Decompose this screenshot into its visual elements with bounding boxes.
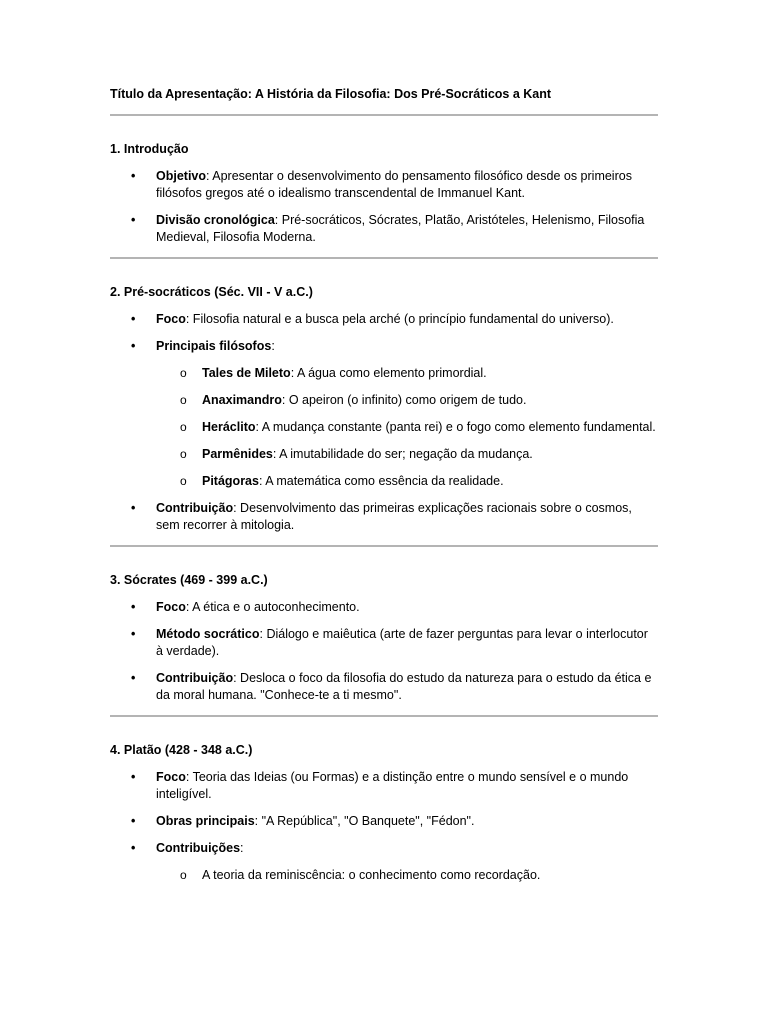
circle-bullet-icon: o	[180, 393, 187, 407]
list-item	[110, 338, 658, 490]
item-text: : Filosofia natural e a busca pela arché (o princípio fundamental do universo).	[185, 312, 614, 326]
sub-list-item	[156, 473, 658, 490]
bullet-icon: •	[131, 671, 136, 685]
item-text: :	[240, 841, 244, 855]
sub-list-item	[156, 419, 658, 436]
document-body	[110, 86, 658, 895]
bullet-icon: •	[131, 213, 136, 227]
item-label: Pitágoras	[202, 474, 259, 488]
list-item	[110, 599, 658, 616]
item-text: : A mudança constante (panta rei) e o fogo como elemento fundamental.	[255, 420, 656, 434]
sub-list-item	[156, 446, 658, 463]
item-text: : A ética e o autoconhecimento.	[185, 600, 360, 614]
section-platao	[110, 717, 658, 895]
section-heading: 2. Pré-socráticos (Séc. VII - V a.C.)	[110, 285, 313, 299]
item-text: : A imutabilidade do ser; negação da mudança.	[272, 447, 533, 461]
list-item	[110, 500, 658, 534]
section-introducao	[110, 116, 658, 257]
section-heading: 1. Introdução	[110, 142, 189, 156]
item-label: Objetivo	[156, 169, 207, 183]
circle-bullet-icon: o	[180, 447, 187, 461]
item-label: Anaximandro	[202, 393, 282, 407]
item-text: A teoria da reminiscência: o conhecimento como recordação.	[202, 868, 541, 882]
item-label: Método socrático	[156, 627, 260, 641]
section-pre-socraticos	[110, 259, 658, 545]
bullet-icon: •	[131, 169, 136, 183]
list-item	[110, 769, 658, 803]
section-socrates	[110, 547, 658, 715]
bullet-icon: •	[131, 501, 136, 515]
bullet-icon: •	[131, 841, 136, 855]
item-label: Principais filósofos	[156, 339, 272, 353]
bullet-icon: •	[131, 339, 136, 353]
circle-bullet-icon: o	[180, 420, 187, 434]
item-label: Foco	[156, 600, 186, 614]
circle-bullet-icon: o	[180, 366, 187, 380]
item-text: : A matemática como essência da realidade.	[258, 474, 504, 488]
circle-bullet-icon: o	[180, 474, 187, 488]
list-item	[110, 813, 658, 830]
sub-list-item	[156, 365, 658, 382]
item-text: : Desloca o foco da filosofia do estudo da natureza para o estudo da ética e da moral humana. "Conhece-te a ti mesmo".	[156, 671, 652, 702]
item-label: Contribuições	[156, 841, 241, 855]
item-label: Divisão cronológica	[156, 213, 275, 227]
item-text: : Diálogo e maiêutica (arte de fazer perguntas para levar o interlocutor à verdade).	[156, 627, 648, 658]
bullet-icon: •	[131, 770, 136, 784]
item-label: Foco	[156, 312, 186, 326]
item-label: Foco	[156, 770, 186, 784]
circle-bullet-icon: o	[180, 868, 187, 882]
sub-bullet-list	[156, 867, 658, 884]
item-label: Contribuição	[156, 501, 234, 515]
bullet-icon: •	[131, 312, 136, 326]
item-text: : O apeiron (o infinito) como origem de tudo.	[281, 393, 527, 407]
item-text: : Pré-socráticos, Sócrates, Platão, Aristóteles, Helenismo, Filosofia Medieval, Filosofia Moderna.	[156, 213, 645, 244]
bullet-list	[110, 168, 658, 246]
item-label: Heráclito	[202, 420, 256, 434]
item-text: : Teoria das Ideias (ou Formas) e a distinção entre o mundo sensível e o mundo inteligível.	[156, 770, 629, 801]
bullet-list	[110, 599, 658, 704]
item-text: : "A República", "O Banquete", "Fédon".	[254, 814, 475, 828]
item-label: Parmênides	[202, 447, 273, 461]
sub-list-item	[156, 867, 658, 884]
list-item	[110, 212, 658, 246]
item-label: Tales de Mileto	[202, 366, 291, 380]
item-text: :	[271, 339, 275, 353]
list-item	[110, 311, 658, 328]
bullet-list	[110, 769, 658, 884]
list-item	[110, 168, 658, 202]
bullet-icon: •	[131, 600, 136, 614]
bullet-icon: •	[131, 814, 136, 828]
list-item	[110, 626, 658, 660]
bullet-icon: •	[131, 627, 136, 641]
item-text: : A água como elemento primordial.	[290, 366, 487, 380]
item-text: : Desenvolvimento das primeiras explicações racionais sobre o cosmos, sem recorrer à mitologia.	[156, 501, 632, 532]
bullet-list	[110, 311, 658, 534]
list-item	[110, 670, 658, 704]
item-text: : Apresentar o desenvolvimento do pensamento filosófico desde os primeiros filósofos gregos até o idealismo transcendental de Immanuel Kant.	[156, 169, 632, 200]
list-item	[110, 840, 658, 884]
presentation-title: Título da Apresentação: A História da Filosofia: Dos Pré-Socráticos a Kant	[110, 87, 552, 101]
sub-bullet-list	[156, 365, 658, 490]
item-label: Obras principais	[156, 814, 255, 828]
section-heading: 4. Platão (428 - 348 a.C.)	[110, 743, 253, 757]
section-heading: 3. Sócrates (469 - 399 a.C.)	[110, 573, 268, 587]
item-label: Contribuição	[156, 671, 234, 685]
sub-list-item	[156, 392, 658, 409]
